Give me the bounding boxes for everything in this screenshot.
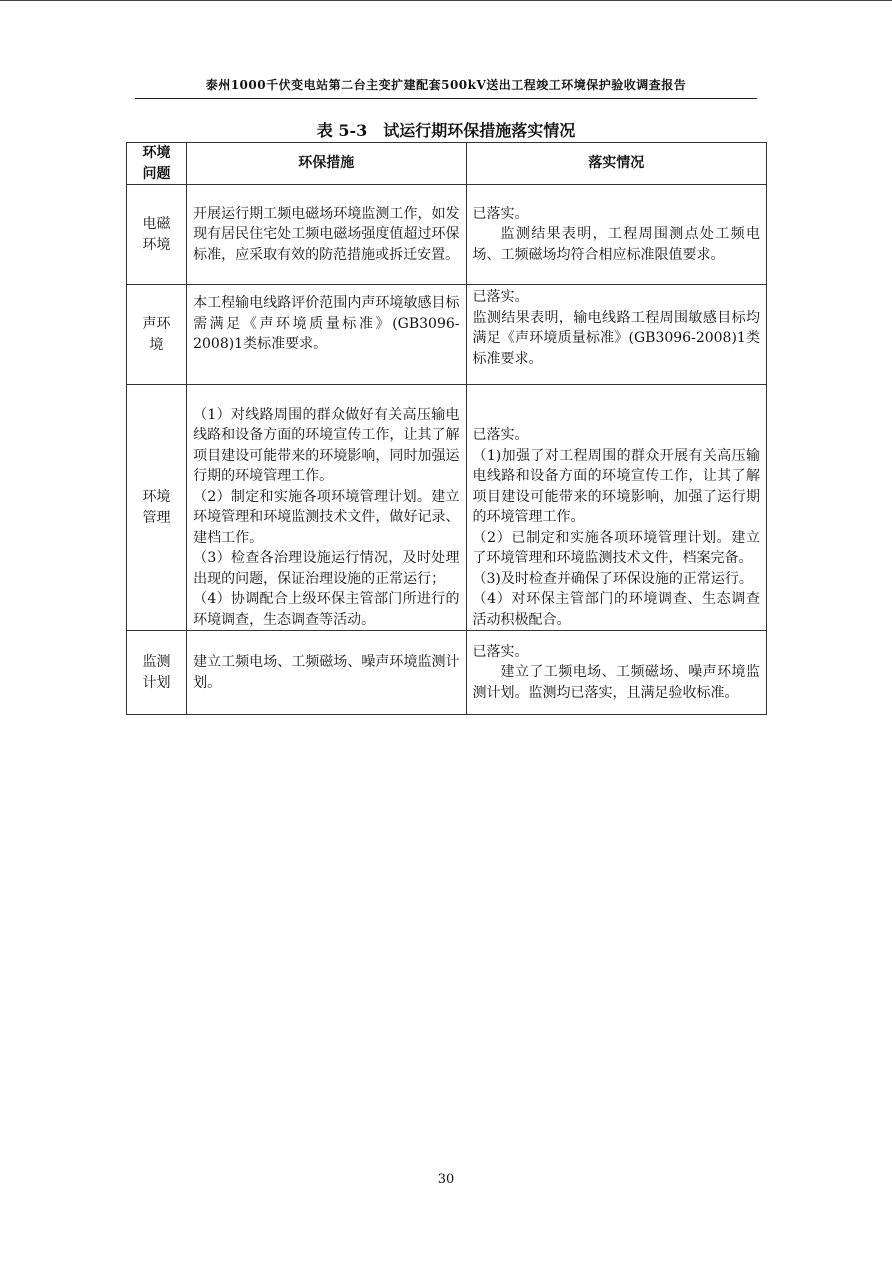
measures-table [126, 142, 767, 715]
page-top-border [0, 0, 892, 1]
column-header-status: 落实情况 [466, 143, 766, 185]
status-line: 已落实。 [472, 205, 529, 222]
column-header-issue: 环境问题 [127, 143, 187, 185]
issue-cell: 监测计划 [127, 631, 187, 715]
measure-cell [187, 631, 466, 715]
table-row [127, 285, 767, 385]
status-line: （2）已制定和实施各项环境管理计划。建立了环境管理和环境监测技术文件，档案完备。 [472, 529, 760, 566]
status-line: （4）对环保主管部门的环境调查、生态调查活动积极配合。 [472, 591, 760, 628]
status-line: （1)加强了对工程周围的群众开展有关高压输电线路和设备方面的环境宣传工作，让其了解项目建设可能带来的环境影响，加强了运行期的环境管理工作。 [472, 447, 760, 525]
measure-item: （2）制定和实施各项环境管理计划。建立环境管理和环境监测技术文件，做好记录、建档工作。 [193, 488, 460, 546]
table-caption: 表 5-3 试运行期环保措施落实情况 [316, 121, 576, 140]
table-row [127, 385, 767, 631]
measure-text: 本工程输电线路评价范围内声环境敏感目标需满足《声环境质量标准》(GB3096-2008)1类标准要求。 [193, 295, 460, 352]
status-cell [466, 385, 766, 631]
issue-cell: 环境管理 [127, 385, 187, 631]
status-line: 已落实。 [472, 643, 529, 660]
measure-cell [187, 185, 466, 285]
issue-cell: 声环境 [127, 285, 187, 385]
issue-cell: 电磁环境 [127, 185, 187, 285]
measure-text: 开展运行期工频电磁场环境监测工作，如发现有居民住宅处工频电磁场强度值超过环保标准，应采取有效的防范措施或拆迁安置。 [193, 205, 460, 263]
header-rule [135, 98, 757, 99]
running-header: 泰州1000千伏变电站第二台主变扩建配套500kV送出工程竣工环境保护验收调查报告 [205, 78, 687, 92]
measure-cell [187, 385, 466, 631]
status-line: 建立了工频电场、工频磁场、噪声环境监测计划。监测均已落实，且满足验收标准。 [472, 664, 760, 701]
measure-cell [187, 285, 466, 385]
status-cell [466, 631, 766, 715]
table-row [127, 185, 767, 285]
measure-text: 建立工频电场、工频磁场、噪声环境监测计划。 [193, 654, 460, 691]
table-row [127, 631, 767, 715]
status-line: 已落实。 [472, 289, 529, 305]
status-line: 已落实。 [472, 427, 529, 443]
status-line: 监测结果表明，输电线路工程周围敏感目标均满足《声环境质量标准》(GB3096-2008)1类标准要求。 [472, 309, 760, 367]
column-header-measure: 环保措施 [187, 143, 466, 185]
measure-item: （1）对线路周围的群众做好有关高压输电线路和设备方面的环境宣传工作，让其了解项目建设可能带来的环境影响，同时加强运行期的环境管理工作。 [193, 406, 460, 484]
status-cell [466, 285, 766, 385]
status-line: 监测结果表明，工程周围测点处工频电场、工频磁场均符合相应标准限值要求。 [472, 226, 760, 263]
measure-item: （4）协调配合上级环保主管部门所进行的环境调查，生态调查等活动。 [193, 591, 460, 628]
status-line: （3)及时检查并确保了环保设施的正常运行。 [472, 570, 753, 587]
measure-item: （3）检查各治理设施运行情况，及时处理出现的问题，保证治理设施的正常运行； [193, 550, 460, 587]
table-header-row [127, 143, 767, 185]
page-number: 30 [437, 1172, 455, 1187]
status-cell [466, 185, 766, 285]
